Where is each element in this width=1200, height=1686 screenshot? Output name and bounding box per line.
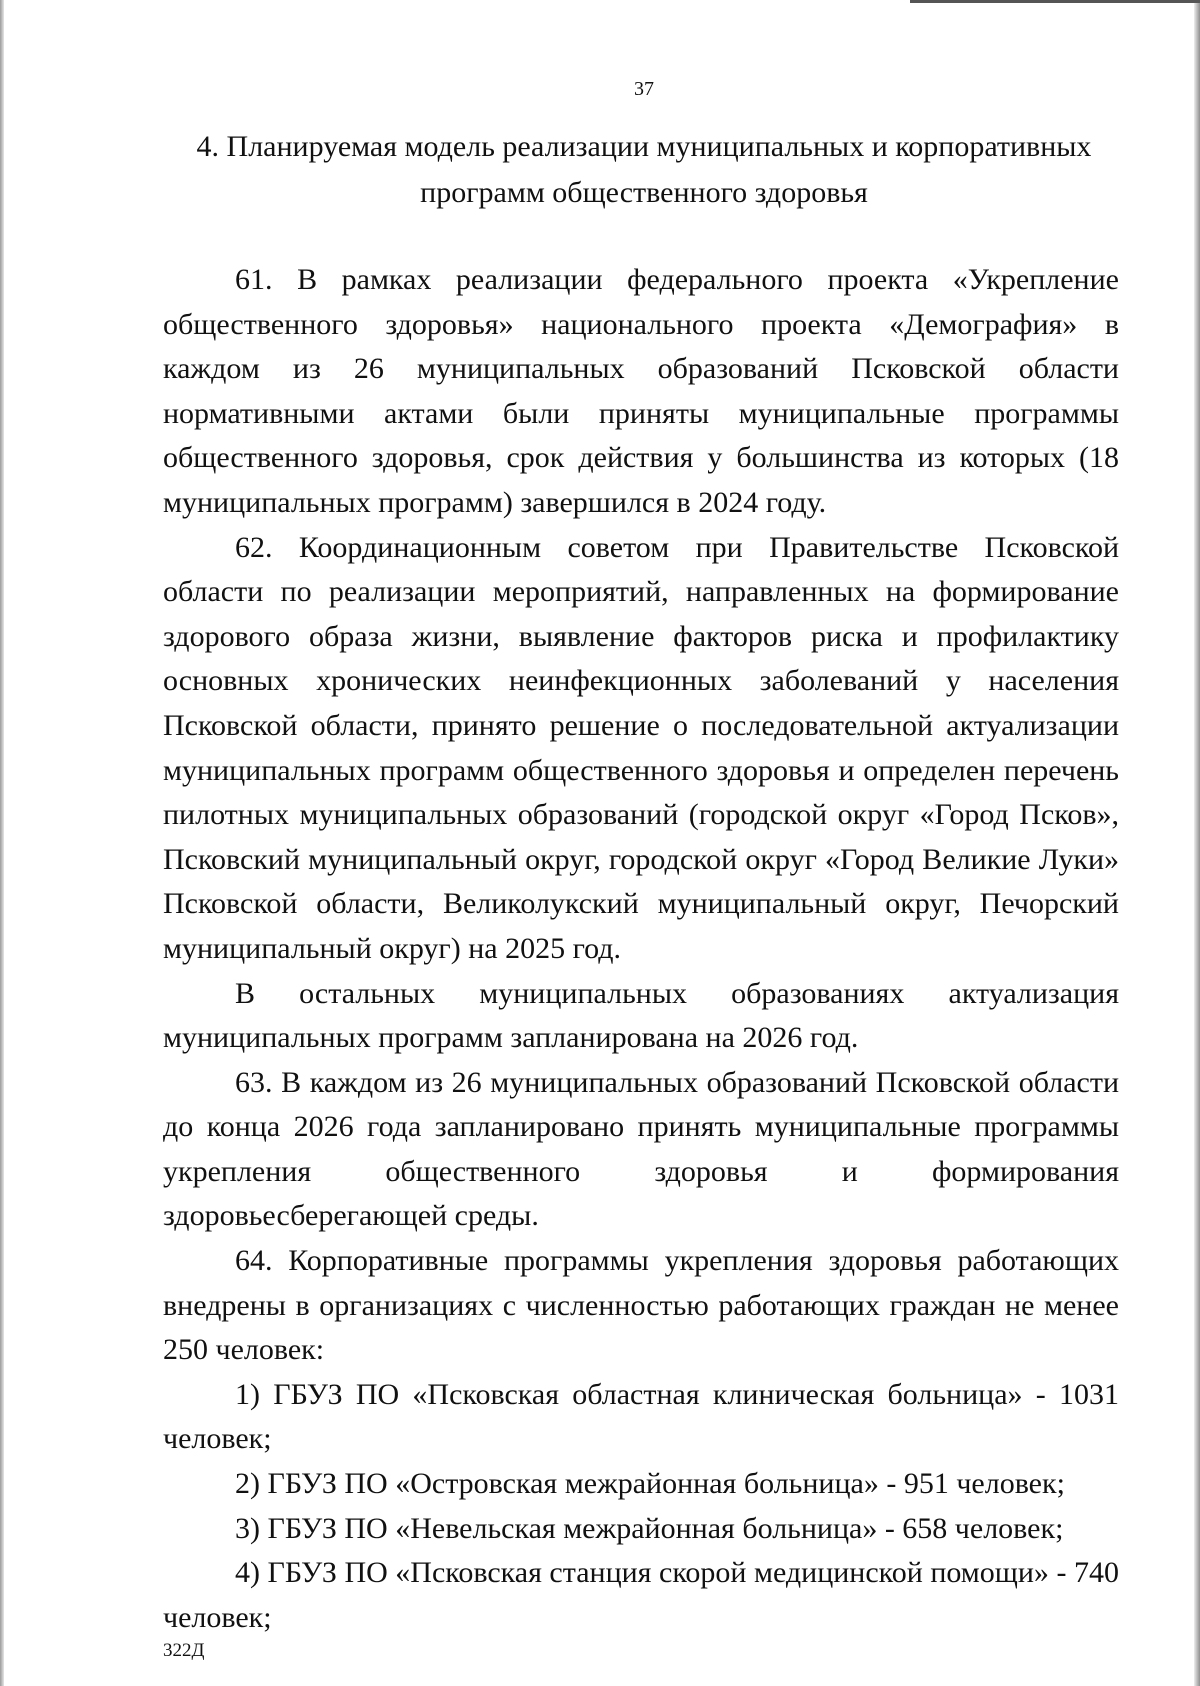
scan-edge-top [910, 0, 1200, 3]
list-item-1: 1) ГБУЗ ПО «Псковская областная клиническая больница» - 1031 человек; [163, 1377, 1119, 1456]
paragraph-63: 63. В каждом из 26 муниципальных образований Псковской области до конца 2026 года запланировано принять муниципальные программы укрепления общественного здоровья и формирования здоровьесберегающей среды. [163, 1065, 1119, 1233]
paragraph-62-continuation: В остальных муниципальных образованиях актуализация муниципальных программ запланирована на 2026 год. [163, 976, 1119, 1055]
list-item-3: 3) ГБУЗ ПО «Невельская межрайонная больница» - 658 человек; [235, 1511, 1064, 1545]
scan-edge-right [1194, 0, 1200, 1686]
page-number: 37 [634, 78, 654, 100]
paragraph-62: 62. Координационным советом при Правительстве Псковской области по реализации мероприятий, направленных на формирование здорового образа жизни, выявление факторов риска и профилактику основных хронических неинфекционных заболеваний у населения Псковской области, принято решение о последовательной актуализации муниципальных программ общественного здоровья и определен перечень пилотных муниципальных образований (городской округ «Город Псков», Псковский муниципальный округ, городской округ «Город Великие Луки» Псковской области, Великолукский муниципальный округ, Печорский муниципальный округ) на 2025 год. [163, 530, 1119, 965]
document-code: 322Д [163, 1640, 205, 1661]
paragraph-61: 61. В рамках реализации федерального проекта «Укрепление общественного здоровья» национального проекта «Демография» в каждом из 26 муниципальных образований Псковской области нормативными актами были приняты муниципальные программы общественного здоровья, срок действия у большинства из которых (18 муниципальных программ) завершился в 2024 году. [163, 263, 1119, 519]
list-item-4: 4) ГБУЗ ПО «Псковская станция скорой медицинской помощи» - 740 человек; [163, 1556, 1119, 1634]
section-title: 4. Планируемая модель реализации муниципальных и корпоративных программ общественного здоровья [196, 130, 1092, 209]
list-item-2: 2) ГБУЗ ПО «Островская межрайонная больница» - 951 человек; [235, 1467, 1065, 1501]
document-body [163, 258, 1119, 1640]
paragraph-64: 64. Корпоративные программы укрепления здоровья работающих внедрены в организациях с численностью работающих граждан не менее 250 человек: [163, 1244, 1119, 1367]
scan-edge-left [0, 0, 4, 1686]
